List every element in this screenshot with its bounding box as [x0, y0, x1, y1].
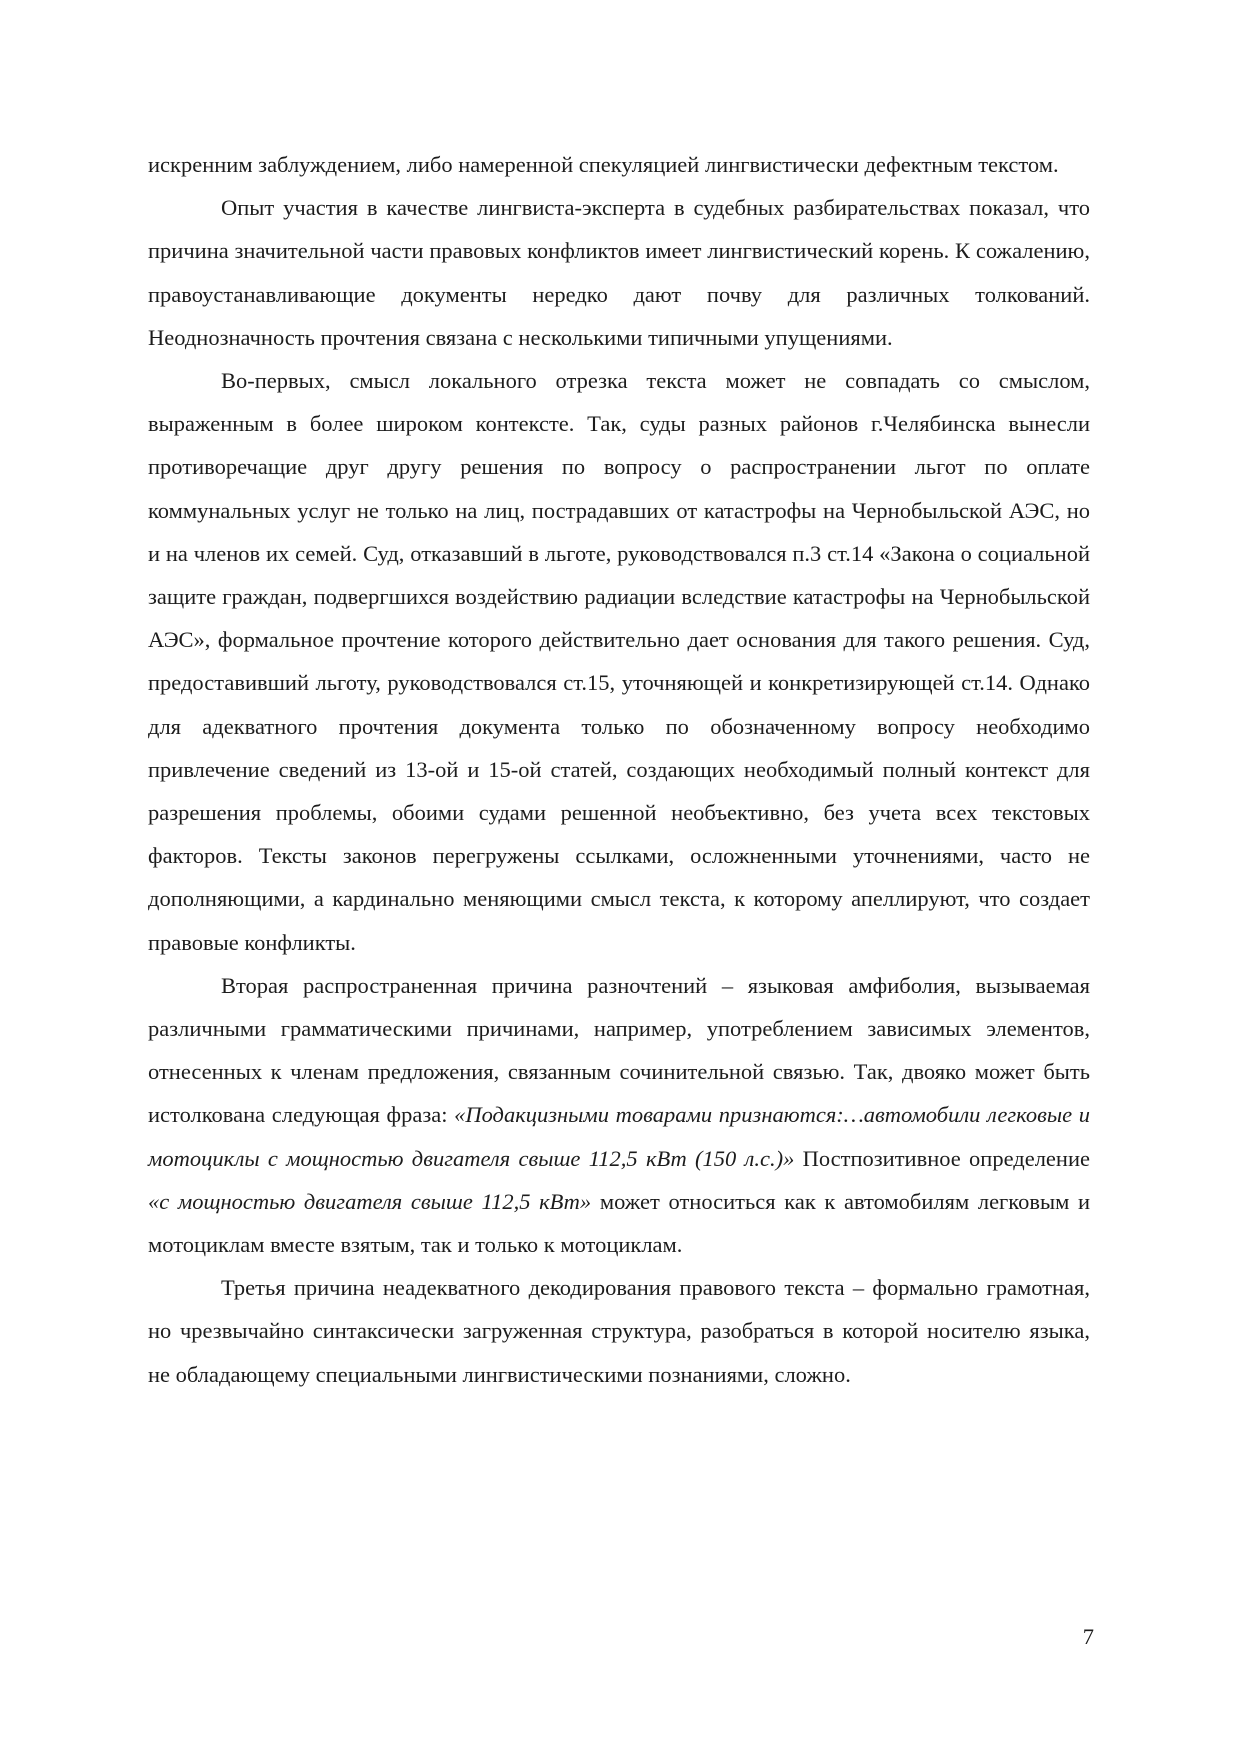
italic-quote-example: «Подакцизными товарами признаются:…автомобили легковые и мотоциклы с мощностью двигателя свыше 112,5 кВт (150 л.с.)» — [148, 1102, 1090, 1171]
paragraph-text: Опыт участия в качестве лингвиста-эксперта в судебных разбирательствах показал, что причина значительной части правовых конфликтов имеет лингвистический корень. К сожалению, правоустанавливающие документы нередко дают почву для различных толкований. Неоднозначность прочтения связана с несколькими типичными упущениями. — [148, 195, 1090, 350]
paragraph-text: Во-первых, смысл локального отрезка текста может не совпадать со смыслом, выраженным в более широком контексте. Так, суды разных районов г.Челябинска вынесли противоречащие друг другу решения по вопросу о распространении льгот по оплате коммунальных услуг не только на лиц, пострадавших от катастрофы на Чернобыльской АЭС, но и на членов их семей. Суд, отказавший в льготе, руководствовался п.3 ст.14 «Закона о социальной защите граждан, подвергшихся воздействию радиации вследствие катастрофы на Чернобыльской АЭС», формальное прочтение которого действительно дает основания для такого решения. Суд, предоставивший льготу, руководствовался ст.15, уточняющей и конкретизирующей ст.14. Однако для адекватного прочтения документа только по обозначенному вопросу необходимо привлечение сведений из 13-ой и 15-ой статей, создающих необходимый полный контекст для разрешения проблемы, обоими судами решенной необъективно, без учета всех текстовых факторов. Тексты законов перегружены ссылками, осложненными уточнениями, часто не дополняющими, а кардинально меняющими смысл текста, к которому апеллируют, что создает правовые конфликты. — [148, 368, 1090, 955]
paragraph-2 — [148, 186, 1090, 359]
paragraph-text: искренним заблуждением, либо намеренной спекуляцией лингвистически дефектным текстом. — [148, 152, 1059, 177]
paragraph-text: Вторая распространенная причина разночтений – языковая амфиболия, вызываемая различными грамматическими причинами, например, употреблением зависимых элементов, отнесенных к членам предложения, связанным сочинительной связью. Так, двояко может быть истолкована следующая фраза: — [148, 972, 1090, 1128]
paragraph-5 — [148, 1266, 1090, 1396]
page-number: 7 — [1082, 1624, 1094, 1649]
paragraph-4 — [148, 964, 1090, 1266]
paragraph-1 — [148, 143, 1090, 186]
body-text — [148, 143, 1090, 1396]
italic-quote-modifier: «с мощностью двигателя свыше 112,5 кВт» — [148, 1188, 592, 1214]
paragraph-text: Постпозитивное определение — [794, 1145, 1090, 1171]
paragraph-3 — [148, 359, 1090, 964]
paragraph-text: может относиться как к автомобилям легковым и мотоциклам вместе взятым, так и только к мотоциклам. — [148, 1188, 1090, 1258]
paragraph-text: Третья причина неадекватного декодирования правового текста – формально грамотная, но чрезвычайно синтаксически загруженная структура, разобраться в которой носителю языка, не обладающему специальными лингвистическими познаниями, сложно. — [148, 1275, 1090, 1387]
